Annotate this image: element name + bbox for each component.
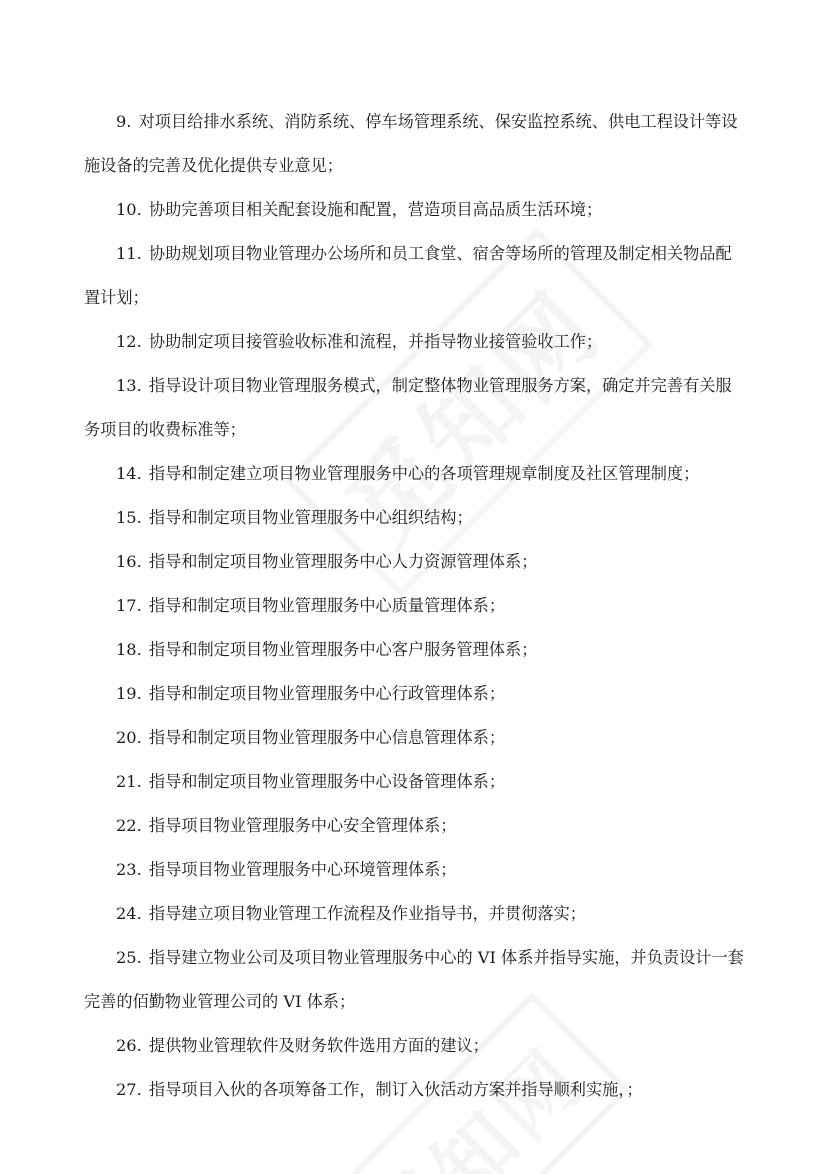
item-text: 指导项目物业管理服务中心环境管理体系； (148, 860, 457, 879)
item-number: 11. (116, 244, 142, 263)
list-item (84, 760, 746, 804)
item-number: 13. (116, 376, 142, 395)
item-text: 指导和制定项目物业管理服务中心行政管理体系； (148, 684, 506, 703)
item-text: 指导和制定项目物业管理服务中心信息管理体系； (148, 728, 506, 747)
list-item (84, 232, 746, 320)
document-body (84, 100, 746, 1112)
item-text: 对项目给排水系统、消防系统、停车场管理系统、保安监控系统、供电工程设计等设施设备的完善及优化提供专业意见； (84, 112, 738, 175)
item-text: 协助规划项目物业管理办公场所和员工食堂、宿舍等场所的管理及制定相关物品配置计划； (84, 244, 732, 307)
list-item (84, 892, 746, 936)
list-item (84, 584, 746, 628)
list-item (84, 716, 746, 760)
item-text: 指导和制定项目物业管理服务中心组织结构； (148, 508, 473, 527)
list-item (84, 848, 746, 892)
item-number: 10. (116, 200, 142, 219)
item-number: 18. (116, 640, 142, 659)
item-text: 指导和制定项目物业管理服务中心人力资源管理体系； (148, 552, 538, 571)
list-item (84, 936, 746, 1024)
item-number: 16. (116, 552, 142, 571)
item-number: 9. (116, 112, 132, 131)
list-item (84, 100, 746, 188)
item-number: 23. (116, 860, 142, 879)
list-item (84, 320, 746, 364)
item-text: 指导项目物业管理服务中心安全管理体系； (148, 816, 457, 835)
list-item (84, 496, 746, 540)
item-text: 指导和制定项目物业管理服务中心设备管理体系； (148, 772, 506, 791)
item-text: 协助完善项目相关配套设施和配置，营造项目高品质生活环境； (148, 200, 603, 219)
list-item (84, 628, 746, 672)
list-item (84, 1024, 746, 1068)
item-number: 19. (116, 684, 142, 703)
list-item (84, 452, 746, 496)
item-number: 20. (116, 728, 142, 747)
item-text: 指导和制定项目物业管理服务中心客户服务管理体系； (148, 640, 538, 659)
list-item (84, 364, 746, 452)
item-number: 17. (116, 596, 142, 615)
item-number: 26. (116, 1036, 142, 1055)
list-item (84, 540, 746, 584)
item-number: 24. (116, 904, 142, 923)
item-text: 指导设计项目物业管理服务模式，制定整体物业管理服务方案，确定并完善有关服务项目的收费标准等； (84, 376, 732, 439)
list-item (84, 1068, 746, 1112)
item-text: 指导建立项目物业管理工作流程及作业指导书，并贯彻落实； (148, 904, 586, 923)
item-number: 22. (116, 816, 142, 835)
item-text: 指导建立物业公司及项目物业管理服务中心的 VI 体系并指导实施，并负责设计一套完善的佰勤物业管理公司的 VI 体系； (84, 948, 744, 1011)
item-text: 指导项目入伙的各项筹备工作，制订入伙活动方案并指导顺利实施，； (148, 1080, 643, 1099)
item-text: 指导和制定项目物业管理服务中心质量管理体系； (148, 596, 506, 615)
item-number: 12. (116, 332, 142, 351)
item-number: 27. (116, 1080, 142, 1099)
item-text: 提供物业管理软件及财务软件选用方面的建议； (148, 1036, 489, 1055)
item-number: 25. (116, 948, 142, 967)
item-number: 14. (116, 464, 142, 483)
item-number: 15. (116, 508, 142, 527)
item-number: 21. (116, 772, 142, 791)
item-text: 指导和制定建立项目物业管理服务中心的各项管理规章制度及社区管理制度； (148, 464, 700, 483)
list-item (84, 672, 746, 716)
list-item (84, 188, 746, 232)
list-item (84, 804, 746, 848)
item-text: 协助制定项目接管验收标准和流程，并指导物业接管验收工作； (148, 332, 603, 351)
